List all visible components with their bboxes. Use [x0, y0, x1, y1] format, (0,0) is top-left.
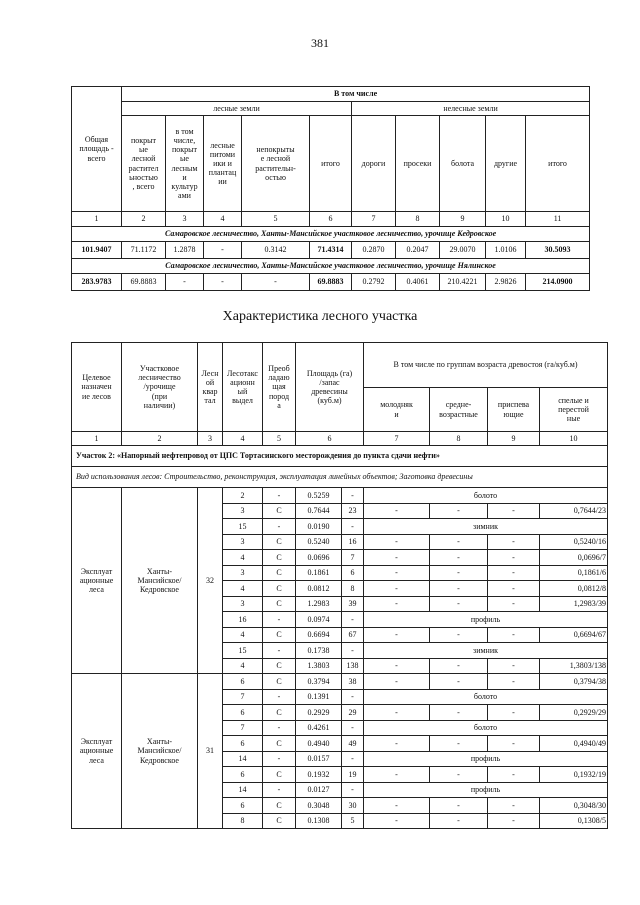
header-quarter: Лесн ой квар тал	[198, 343, 223, 432]
quarter-cell: 32	[198, 488, 223, 674]
species-cell: С	[263, 596, 296, 612]
header-swamps: болота	[440, 116, 486, 212]
stock-cell: -	[342, 751, 364, 767]
young-cell: -	[364, 596, 430, 612]
stock-cell: -	[342, 720, 364, 736]
section-title: Характеристика лесного участка	[222, 309, 418, 324]
location-title: Самаровское лесничество, Ханты-Мансийское участковое лесничество, урочище Нялинское	[72, 259, 590, 274]
column-number: 9	[440, 212, 486, 227]
species-cell: С	[263, 813, 296, 829]
table-cell: 71.1172	[122, 242, 166, 259]
compartment-cell: 4	[223, 550, 263, 566]
mature-cell: 1,2983/39	[540, 596, 608, 612]
compartment-cell: 15	[223, 519, 263, 535]
header-covered: покрыт ые лесной растител ьностью , всего	[122, 116, 166, 212]
compartment-cell: 7	[223, 689, 263, 705]
compartment-cell: 4	[223, 658, 263, 674]
table-cell: 69.8883	[310, 274, 352, 291]
area-cell: 0.5259	[296, 488, 342, 504]
header-nurseries: лесные питоми ики и плантац ии	[204, 116, 242, 212]
area-cell: 0.7644	[296, 503, 342, 519]
area-cell: 0.3048	[296, 798, 342, 814]
land-type-cell: болото	[364, 720, 608, 736]
maturing-cell: -	[488, 565, 540, 581]
plot-title: Участок 2: «Напорный нефтепровод от ЦПС Тортасинского месторождения до пункта сдачи нефти»	[72, 446, 608, 467]
species-cell: -	[263, 488, 296, 504]
stock-cell: 39	[342, 596, 364, 612]
compartment-cell: 8	[223, 813, 263, 829]
species-cell: С	[263, 736, 296, 752]
area-cell: 0.6694	[296, 627, 342, 643]
stock-cell: 67	[342, 627, 364, 643]
header-maturing: приспева ющие	[488, 388, 540, 432]
header-compartment: Лесотакс ационн ый выдел	[223, 343, 263, 432]
area-cell: 0.5240	[296, 534, 342, 550]
mature-cell: 0,1308/5	[540, 813, 608, 829]
young-cell: -	[364, 627, 430, 643]
header-non-forest-lands: нелесные земли	[352, 102, 590, 116]
area-cell: 0.0974	[296, 612, 342, 628]
maturing-cell: -	[488, 813, 540, 829]
young-cell: -	[364, 534, 430, 550]
table-cell: 0.2047	[396, 242, 440, 259]
stock-cell: 138	[342, 658, 364, 674]
table-row	[72, 674, 608, 690]
table-row	[72, 488, 608, 504]
mature-cell: 0,1932/19	[540, 767, 608, 783]
stock-cell: 38	[342, 674, 364, 690]
stock-cell: 16	[342, 534, 364, 550]
district-cell: Ханты- Мансийское/ Кедровское	[122, 488, 198, 674]
species-cell: С	[263, 581, 296, 597]
header-clearings: просеки	[396, 116, 440, 212]
area-cell: 0.4940	[296, 736, 342, 752]
header-including: В том числе	[122, 87, 590, 102]
header-middle-aged: средне- возрастные	[430, 388, 488, 432]
middle-aged-cell: -	[430, 581, 488, 597]
young-cell: -	[364, 736, 430, 752]
district-cell: Ханты- Мансийское/ Кедровское	[122, 674, 198, 829]
column-number: 8	[430, 432, 488, 446]
stock-cell: 7	[342, 550, 364, 566]
middle-aged-cell: -	[430, 767, 488, 783]
column-number: 5	[263, 432, 296, 446]
species-cell: С	[263, 627, 296, 643]
middle-aged-cell: -	[430, 627, 488, 643]
land-type-cell: профиль	[364, 751, 608, 767]
middle-aged-cell: -	[430, 674, 488, 690]
column-number: 11	[526, 212, 590, 227]
stock-cell: 30	[342, 798, 364, 814]
young-cell: -	[364, 767, 430, 783]
column-number: 6	[310, 212, 352, 227]
land-type-cell: болото	[364, 689, 608, 705]
area-cell: 0.0812	[296, 581, 342, 597]
area-cell: 1.2983	[296, 596, 342, 612]
compartment-cell: 14	[223, 751, 263, 767]
table-row	[72, 242, 590, 259]
stock-cell: -	[342, 643, 364, 659]
species-cell: С	[263, 503, 296, 519]
compartment-cell: 6	[223, 705, 263, 721]
compartment-cell: 6	[223, 767, 263, 783]
table-cell: 71.4314	[310, 242, 352, 259]
species-cell: С	[263, 674, 296, 690]
table-cell: 210.4221	[440, 274, 486, 291]
area-cell: 0.1391	[296, 689, 342, 705]
young-cell: -	[364, 705, 430, 721]
table-cell: 0.2870	[352, 242, 396, 259]
table-cell: 1.0106	[486, 242, 526, 259]
stock-cell: 49	[342, 736, 364, 752]
species-cell: С	[263, 798, 296, 814]
compartment-cell: 3	[223, 534, 263, 550]
compartment-cell: 4	[223, 627, 263, 643]
header-age-groups: В том числе по группам возраста древостоя (га/куб.м)	[364, 343, 608, 388]
species-cell: С	[263, 565, 296, 581]
middle-aged-cell: -	[430, 550, 488, 566]
maturing-cell: -	[488, 596, 540, 612]
compartment-cell: 6	[223, 798, 263, 814]
compartment-cell: 4	[223, 581, 263, 597]
stock-cell: 8	[342, 581, 364, 597]
maturing-cell: -	[488, 503, 540, 519]
species-cell: С	[263, 767, 296, 783]
forest-plot-table	[71, 342, 608, 829]
table-cell: 69.8883	[122, 274, 166, 291]
area-cell: 0.1308	[296, 813, 342, 829]
header-purpose: Целевое назначен ие лесов	[72, 343, 122, 432]
column-number: 3	[198, 432, 223, 446]
species-cell: -	[263, 720, 296, 736]
column-number: 8	[396, 212, 440, 227]
young-cell: -	[364, 813, 430, 829]
young-cell: -	[364, 565, 430, 581]
species-cell: -	[263, 643, 296, 659]
table-cell: -	[166, 274, 204, 291]
header-forest-lands: лесные земли	[122, 102, 352, 116]
area-cell: 0.4261	[296, 720, 342, 736]
compartment-cell: 7	[223, 720, 263, 736]
header-total-area: Общая площадь - всего	[72, 87, 122, 212]
compartment-cell: 14	[223, 782, 263, 798]
header-area: Площадь (га) /запас древесины (куб.м)	[296, 343, 364, 432]
species-cell: С	[263, 550, 296, 566]
mature-cell: 0,3048/30	[540, 798, 608, 814]
species-cell: -	[263, 751, 296, 767]
table-cell: 0.2792	[352, 274, 396, 291]
header-young: молодняк и	[364, 388, 430, 432]
young-cell: -	[364, 658, 430, 674]
column-numbers-row	[72, 212, 590, 227]
header-mature: спелые и перестой ные	[540, 388, 608, 432]
column-number: 4	[204, 212, 242, 227]
location-title: Самаровское лесничество, Ханты-Мансийское участковое лесничество, урочище Кедровское	[72, 227, 590, 242]
maturing-cell: -	[488, 627, 540, 643]
mature-cell: 0,4940/49	[540, 736, 608, 752]
header-species: Преоб ладаю щая пород а	[263, 343, 296, 432]
species-cell: С	[263, 534, 296, 550]
maturing-cell: -	[488, 705, 540, 721]
table-row	[72, 274, 590, 291]
header-uncovered: непокрыты е лесной растительн- остью	[242, 116, 310, 212]
table-cell: -	[204, 274, 242, 291]
stock-cell: 6	[342, 565, 364, 581]
compartment-cell: 15	[223, 643, 263, 659]
compartment-cell: 6	[223, 736, 263, 752]
middle-aged-cell: -	[430, 705, 488, 721]
area-cell: 0.1738	[296, 643, 342, 659]
stock-cell: 19	[342, 767, 364, 783]
stock-cell: -	[342, 519, 364, 535]
maturing-cell: -	[488, 658, 540, 674]
column-number: 7	[352, 212, 396, 227]
stock-cell: -	[342, 782, 364, 798]
purpose-cell: Эксплуат ационные леса	[72, 674, 122, 829]
table-cell: 29.0070	[440, 242, 486, 259]
middle-aged-cell: -	[430, 596, 488, 612]
young-cell: -	[364, 550, 430, 566]
stock-cell: 29	[342, 705, 364, 721]
area-cell: 0.2929	[296, 705, 342, 721]
maturing-cell: -	[488, 798, 540, 814]
species-cell: -	[263, 612, 296, 628]
column-number: 10	[540, 432, 608, 446]
table-cell: -	[204, 242, 242, 259]
species-cell: С	[263, 705, 296, 721]
middle-aged-cell: -	[430, 503, 488, 519]
column-number: 9	[488, 432, 540, 446]
maturing-cell: -	[488, 581, 540, 597]
mature-cell: 0,0812/8	[540, 581, 608, 597]
table-cell: 101.9407	[72, 242, 122, 259]
middle-aged-cell: -	[430, 658, 488, 674]
column-number: 7	[364, 432, 430, 446]
column-number: 1	[72, 432, 122, 446]
purpose-cell: Эксплуат ационные леса	[72, 488, 122, 674]
mature-cell: 0,2929/29	[540, 705, 608, 721]
table-cell: -	[242, 274, 310, 291]
stock-cell: -	[342, 488, 364, 504]
column-number: 6	[296, 432, 364, 446]
land-type-cell: болото	[364, 488, 608, 504]
land-type-cell: профиль	[364, 782, 608, 798]
area-cell: 0.0190	[296, 519, 342, 535]
mature-cell: 0,6694/67	[540, 627, 608, 643]
compartment-cell: 16	[223, 612, 263, 628]
mature-cell: 0,0696/7	[540, 550, 608, 566]
column-number: 5	[242, 212, 310, 227]
maturing-cell: -	[488, 550, 540, 566]
compartment-cell: 3	[223, 596, 263, 612]
maturing-cell: -	[488, 767, 540, 783]
middle-aged-cell: -	[430, 565, 488, 581]
header-forest-total: итого	[310, 116, 352, 212]
middle-aged-cell: -	[430, 813, 488, 829]
young-cell: -	[364, 503, 430, 519]
middle-aged-cell: -	[430, 534, 488, 550]
mature-cell: 0,3794/38	[540, 674, 608, 690]
page-number: 381	[311, 36, 329, 50]
area-cell: 0.0157	[296, 751, 342, 767]
stock-cell: 5	[342, 813, 364, 829]
stock-cell: -	[342, 689, 364, 705]
usage-row	[72, 467, 608, 488]
species-cell: -	[263, 782, 296, 798]
compartment-cell: 3	[223, 503, 263, 519]
area-cell: 0.1932	[296, 767, 342, 783]
column-number: 4	[223, 432, 263, 446]
area-cell: 0.3794	[296, 674, 342, 690]
table-cell: 0.4061	[396, 274, 440, 291]
compartment-cell: 6	[223, 674, 263, 690]
column-number: 1	[72, 212, 122, 227]
stock-cell: 23	[342, 503, 364, 519]
land-type-cell: зимник	[364, 643, 608, 659]
land-categories-table	[71, 86, 590, 291]
header-other: другие	[486, 116, 526, 212]
table-cell: 283.9783	[72, 274, 122, 291]
middle-aged-cell: -	[430, 736, 488, 752]
header-cultures: в том числе, покрыт ые лесным и культур ами	[166, 116, 204, 212]
compartment-cell: 3	[223, 565, 263, 581]
mature-cell: 1,3803/138	[540, 658, 608, 674]
species-cell: -	[263, 519, 296, 535]
mature-cell: 0,7644/23	[540, 503, 608, 519]
mature-cell: 0,1861/6	[540, 565, 608, 581]
area-cell: 0.0127	[296, 782, 342, 798]
area-cell: 0.0696	[296, 550, 342, 566]
stock-cell: -	[342, 612, 364, 628]
young-cell: -	[364, 798, 430, 814]
land-type-cell: профиль	[364, 612, 608, 628]
area-cell: 1.3803	[296, 658, 342, 674]
young-cell: -	[364, 674, 430, 690]
young-cell: -	[364, 581, 430, 597]
maturing-cell: -	[488, 534, 540, 550]
middle-aged-cell: -	[430, 798, 488, 814]
species-cell: С	[263, 658, 296, 674]
table-cell: 214.0900	[526, 274, 590, 291]
header-nonforest-total: итого	[526, 116, 590, 212]
species-cell: -	[263, 689, 296, 705]
maturing-cell: -	[488, 674, 540, 690]
compartment-cell: 2	[223, 488, 263, 504]
column-number: 10	[486, 212, 526, 227]
column-number: 2	[122, 432, 198, 446]
maturing-cell: -	[488, 736, 540, 752]
plot-title-row	[72, 446, 608, 467]
header-district: Участковое лесничество /урочище (при наличии)	[122, 343, 198, 432]
table-cell: 0.3142	[242, 242, 310, 259]
header-roads: дороги	[352, 116, 396, 212]
table-cell: 2.9826	[486, 274, 526, 291]
land-type-cell: зимник	[364, 519, 608, 535]
usage-text: Вид использования лесов: Строительство, реконструкция, эксплуатация линейных объектов; Заготовка древесины	[72, 467, 608, 488]
table-cell: 30.5093	[526, 242, 590, 259]
mature-cell: 0,5240/16	[540, 534, 608, 550]
column-number: 2	[122, 212, 166, 227]
area-cell: 0.1861	[296, 565, 342, 581]
quarter-cell: 31	[198, 674, 223, 829]
column-number: 3	[166, 212, 204, 227]
table-cell: 1.2878	[166, 242, 204, 259]
